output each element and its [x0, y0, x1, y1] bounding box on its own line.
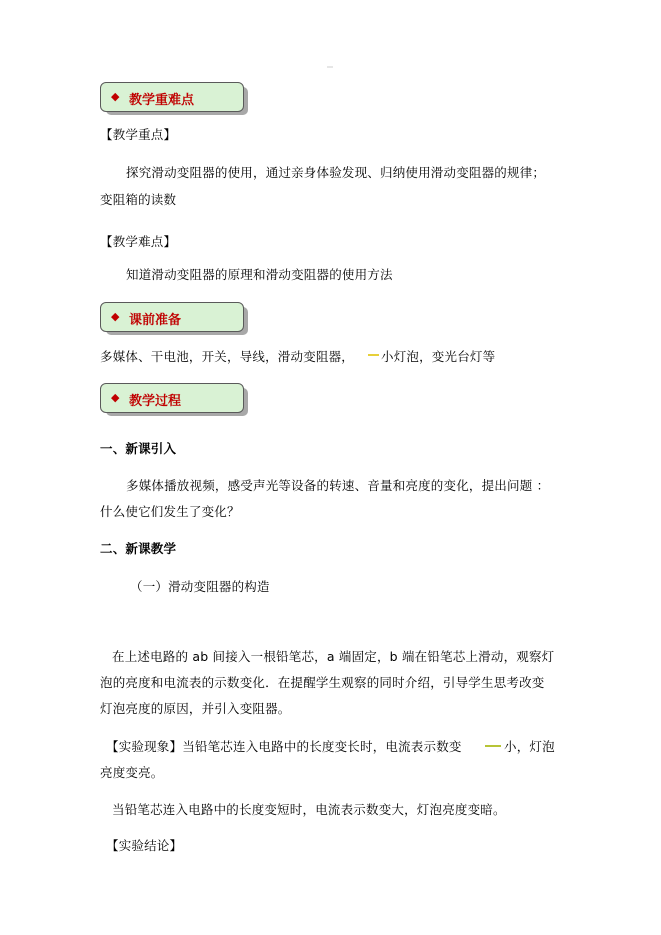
section-title: 课前准备	[129, 313, 182, 328]
diamond-icon: ◆	[111, 310, 120, 323]
section-badge-preparation	[100, 302, 244, 332]
intro-line-2: 什么使它们发生了变化？	[100, 504, 240, 519]
page-speck	[327, 66, 333, 68]
experiment-para-line-1: 在上述电路的 ab 间接入一根铅笔芯，a 端固定，b 端在铅笔芯上滑动，观察灯	[112, 649, 555, 664]
short-length-line: 当铅笔芯连入电路中的长度变短时，电流表示数变大，灯泡亮度变暗。	[112, 802, 506, 817]
phenomenon-line-a: 【实验现象】当铅笔芯连入电路中的长度变长时，电流表示数变	[106, 739, 462, 754]
intro-line-1: 多媒体播放视频，感受声光等设备的转速、音量和亮度的变化，提出问题 ：	[126, 478, 550, 493]
section-badge-key-points	[100, 82, 244, 112]
prep-line-before: 多媒体、干电池，开关，导线，滑动变阻器，	[100, 349, 355, 364]
phenomenon-line-b: 小，灯泡	[504, 739, 555, 754]
section-title: 教学重难点	[129, 93, 195, 108]
diamond-icon: ◆	[111, 90, 120, 103]
difficulty-heading: 【教学难点】	[100, 234, 177, 249]
teaching-heading: 二、新课教学	[100, 541, 177, 556]
section-title: 教学过程	[129, 394, 182, 409]
experiment-para-line-2: 泡的亮度和电流表的示数变化．在提醒学生观察的同时介绍，引导学生思考改变	[100, 675, 545, 690]
teaching-sub-heading: （一）滑动变阻器的构造	[130, 579, 270, 594]
experiment-para-line-3: 灯泡亮度的原因，并引入变阻器。	[100, 701, 291, 716]
prep-line-after: 小灯泡，变光台灯等	[381, 349, 496, 364]
difficulty-line-1: 知道滑动变阻器的原理和滑动变阻器的使用方法	[126, 267, 393, 282]
conclusion-heading: 【实验结论】	[106, 838, 183, 853]
focus-line-1: 探究滑动变阻器的使用，通过亲身体验发现、归纳使用滑动变阻器的规律；	[126, 165, 546, 180]
section-badge-process	[100, 383, 244, 413]
intro-heading: 一、新课引入	[100, 441, 177, 456]
focus-heading: 【教学重点】	[100, 127, 177, 142]
focus-line-2: 变阻箱的读数	[100, 192, 177, 207]
highlight-mark	[485, 745, 501, 747]
phenomenon-line-2: 亮度变亮。	[100, 765, 164, 780]
diamond-icon: ◆	[111, 391, 120, 404]
highlight-mark	[368, 354, 379, 356]
